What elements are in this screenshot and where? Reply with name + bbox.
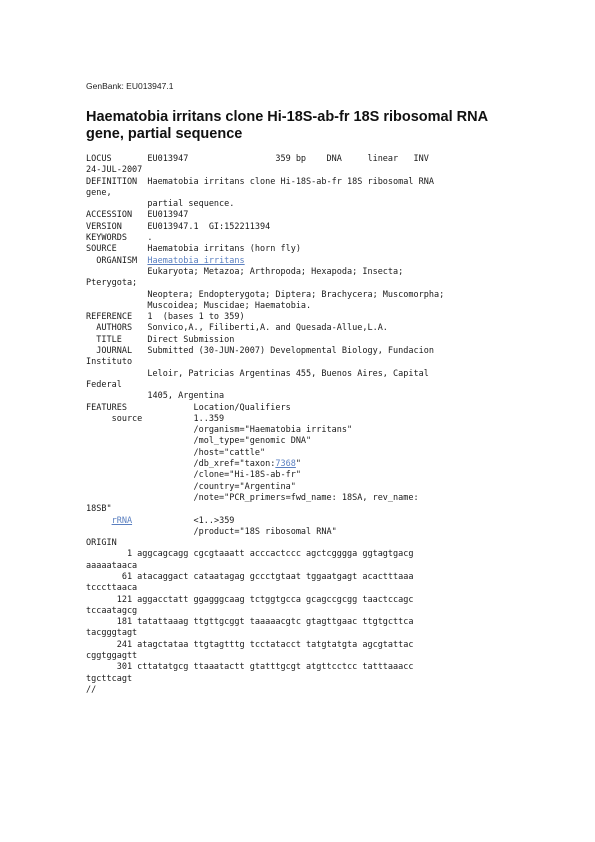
taxonomy-line: Eukaryota; Metazoa; Arthropoda; Hexapoda; Insecta;	[86, 266, 404, 277]
taxonomy-line: Neoptera; Endopterygota; Diptera; Brachycera; Muscomorpha;	[86, 289, 445, 300]
definition-line-cont: partial sequence.	[86, 199, 235, 210]
sequence-line-wrap: tcccttaaca	[86, 583, 138, 594]
qualifier-clone: /clone="Hi-18S-ab-fr"	[86, 470, 301, 481]
qualifier-mol-type: /mol_type="genomic DNA"	[86, 436, 312, 447]
journal-line-wrap: Instituto	[86, 357, 133, 368]
taxonomy-line-wrap: Pterygota;	[86, 278, 138, 289]
journal-line: 1405, Argentina	[86, 391, 225, 402]
record-end: //	[86, 684, 97, 695]
sequence-line: 301 cttatatgcg ttaaatactt gtatttgcgt atgttcctcc tatttaaacc	[86, 662, 414, 673]
locus-line-wrap: 24-JUL-2007	[86, 165, 143, 176]
page-title	[86, 109, 506, 143]
journal-line: Leloir, Patricias Argentinas 455, Buenos Aires, Capital	[86, 368, 429, 379]
qualifier-host: /host="cattle"	[86, 447, 266, 458]
page-title-line-1: Haematobia irritans clone Hi-18S-ab-fr 18S ribosomal RNA	[86, 109, 489, 125]
sequence-line-wrap: aaaaataaca	[86, 560, 138, 571]
rrna-location: <1..>359	[132, 515, 235, 526]
sequence-line: 241 atagctataa ttgtagtttg tcctatacct tatgtatgta agcgtattac	[86, 639, 414, 650]
page-title-line-2: gene, partial sequence	[86, 126, 243, 142]
keywords-line: KEYWORDS .	[86, 233, 153, 244]
reference-title-line: TITLE Direct Submission	[86, 334, 235, 345]
version-line: VERSION EU013947.1 GI:152211394	[86, 221, 271, 232]
sequence-line-wrap: tccaatagcg	[86, 605, 138, 616]
qualifier-organism: /organism="Haematobia irritans"	[86, 425, 353, 436]
sequence-line: 121 aggacctatt ggagggcaag tctggtgcca gcagccgcgg taactccagc	[86, 594, 414, 605]
organism-line	[86, 256, 506, 267]
qualifier-product: /product="18S ribosomal RNA"	[86, 526, 337, 537]
journal-line-wrap: Federal	[86, 379, 122, 390]
rrna-link[interactable]: rRNA	[111, 515, 133, 526]
locus-line: LOCUS EU013947 359 bp DNA linear INV	[86, 154, 429, 164]
source-line: SOURCE Haematobia irritans (horn fly)	[86, 244, 301, 255]
journal-line: JOURNAL Submitted (30-JUN-2007) Developmental Biology, Fundacion	[86, 346, 434, 357]
qualifier-db-xref	[86, 459, 506, 470]
organism-link[interactable]: Haematobia irritans	[147, 255, 245, 266]
db-xref-suffix: "	[295, 459, 301, 470]
authors-line: AUTHORS Sonvico,A., Filiberti,A. and Quesada-Allue,L.A.	[86, 323, 388, 334]
qualifier-note: /note="PCR_primers=fwd_name: 18SA, rev_name:	[86, 492, 419, 503]
rrna-indent	[86, 516, 112, 526]
taxon-link[interactable]: 7368	[275, 459, 296, 470]
taxonomy-line: Muscoidea; Muscidae; Haematobia.	[86, 300, 312, 311]
genbank-page	[86, 80, 506, 696]
origin-line: ORIGIN	[86, 538, 117, 549]
definition-line: DEFINITION Haematobia irritans clone Hi-18S-ab-fr 18S ribosomal RNA	[86, 176, 434, 187]
sequence-line: 61 atacaggact cataatagag gccctgtaat tggaatgagt acactttaaa	[86, 571, 414, 582]
features-header: FEATURES Location/Qualifiers	[86, 402, 291, 413]
db-xref-prefix: /db_xref="taxon:	[86, 459, 276, 470]
rrna-feature-line	[86, 516, 506, 527]
sequence-line-wrap: tgcttcagt	[86, 673, 133, 684]
sequence-line-wrap: cggtggagtt	[86, 651, 138, 662]
reference-line: REFERENCE 1 (bases 1 to 359)	[86, 312, 245, 323]
sequence-line-wrap: tacgggtagt	[86, 628, 138, 639]
definition-line-wrap: gene,	[86, 187, 112, 198]
genbank-header: GenBank: EU013947.1	[86, 81, 174, 91]
organism-label: ORGANISM	[86, 255, 148, 266]
genbank-record	[86, 154, 506, 696]
qualifier-note-wrap: 18SB"	[86, 504, 112, 515]
sequence-line: 181 tatattaaag ttgttgcggt taaaaacgtc gtagttgaac ttgtgcttca	[86, 617, 414, 628]
source-feature-line: source 1..359	[86, 413, 225, 424]
accession-line: ACCESSION EU013947	[86, 210, 189, 221]
sequence-line: 1 aggcagcagg cgcgtaaatt acccactccc agctcgggga ggtagtgacg	[86, 549, 414, 560]
qualifier-country: /country="Argentina"	[86, 481, 296, 492]
